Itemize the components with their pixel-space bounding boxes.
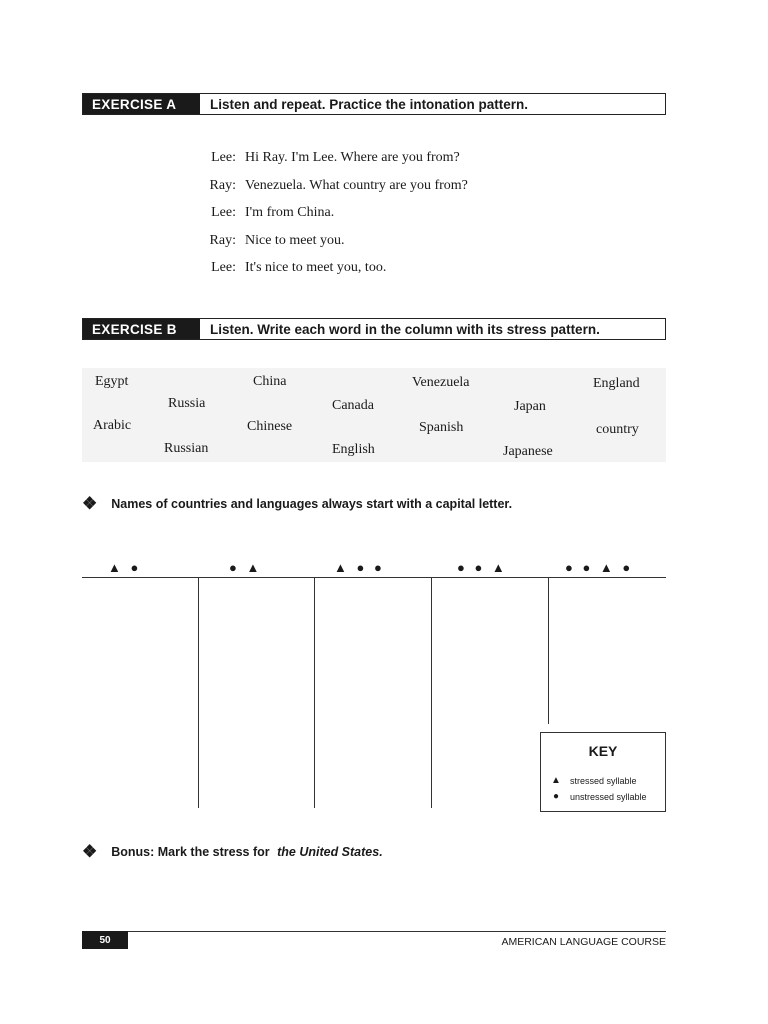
bullet-icon: ❖ (82, 842, 98, 861)
page-number: 50 (82, 931, 128, 949)
line-text: It's nice to meet you, too. (245, 260, 387, 275)
line-text: Venezuela. What country are you from? (245, 177, 468, 193)
word-item: Canada (332, 398, 374, 413)
footer-rule (82, 931, 666, 932)
word-item: Russia (168, 396, 206, 411)
exercise-a-tag: EXERCISE A (83, 94, 200, 114)
line-text: Hi Ray. I'm Lee. Where are you from? (245, 150, 460, 165)
pattern-header: ▲ ● (108, 560, 142, 575)
column-divider (198, 578, 199, 808)
pattern-header: ● ● ▲ ● (565, 560, 634, 575)
dialogue-line (200, 205, 468, 233)
key-stressed-label: stressed syllable (570, 775, 637, 786)
dot-icon: ● (552, 791, 560, 802)
line-text: I'm from China. (245, 205, 335, 220)
pattern-header: ● ▲ (229, 560, 263, 575)
speaker: Lee: (211, 150, 236, 165)
speaker: Ray: (209, 177, 236, 193)
bullet-icon: ❖ (82, 494, 98, 513)
dialogue-line (200, 150, 468, 178)
note-text: Names of countries and languages always start with a capital letter. (111, 497, 513, 511)
bonus-prefix: Bonus: Mark the stress for (111, 845, 274, 859)
word-item: Japan (514, 399, 546, 414)
word-item: Venezuela (412, 375, 470, 390)
word-item: country (596, 422, 639, 437)
pattern-header: ● ● ▲ (457, 560, 508, 575)
word-item: Japanese (503, 444, 553, 459)
speaker: Ray: (209, 232, 236, 248)
column-divider (314, 578, 315, 808)
word-item: Spanish (419, 420, 464, 435)
exercise-b-header (82, 318, 666, 340)
triangle-icon: ▲ (551, 775, 561, 786)
key-unstressed-row (548, 791, 647, 802)
dialogue-line (200, 260, 468, 288)
speaker: Lee: (211, 260, 236, 275)
pattern-header: ▲ ● ● (334, 560, 385, 575)
word-item: Egypt (95, 374, 129, 389)
exercise-a-header (82, 93, 666, 115)
course-title: AMERICAN LANGUAGE COURSE (501, 936, 666, 948)
speaker: Lee: (211, 205, 236, 220)
dialogue (200, 150, 468, 288)
key-unstressed-label: unstressed syllable (570, 791, 647, 802)
key-title: KEY (588, 743, 618, 759)
word-item: Arabic (93, 418, 132, 433)
key-box (540, 732, 666, 812)
word-item: China (253, 374, 287, 389)
dialogue-line (200, 178, 468, 206)
key-stressed-row (548, 775, 637, 786)
capital-letter-note (82, 494, 512, 514)
dialogue-line (200, 233, 468, 261)
table-top-rule (82, 577, 666, 578)
word-item: English (332, 442, 375, 457)
column-divider (431, 578, 432, 808)
word-item: Chinese (247, 419, 293, 434)
exercise-b-tag: EXERCISE B (83, 319, 200, 339)
bonus-note (82, 842, 383, 862)
word-item: England (593, 376, 640, 391)
column-divider (548, 578, 549, 724)
word-item: Russian (164, 441, 209, 456)
word-bank (82, 368, 666, 462)
bonus-phrase: the United States. (277, 845, 383, 859)
exercise-a-instruction: Listen and repeat. Practice the intonation pattern. (210, 96, 529, 112)
line-text: Nice to meet you. (245, 232, 345, 248)
exercise-b-instruction: Listen. Write each word in the column with its stress pattern. (210, 321, 600, 337)
